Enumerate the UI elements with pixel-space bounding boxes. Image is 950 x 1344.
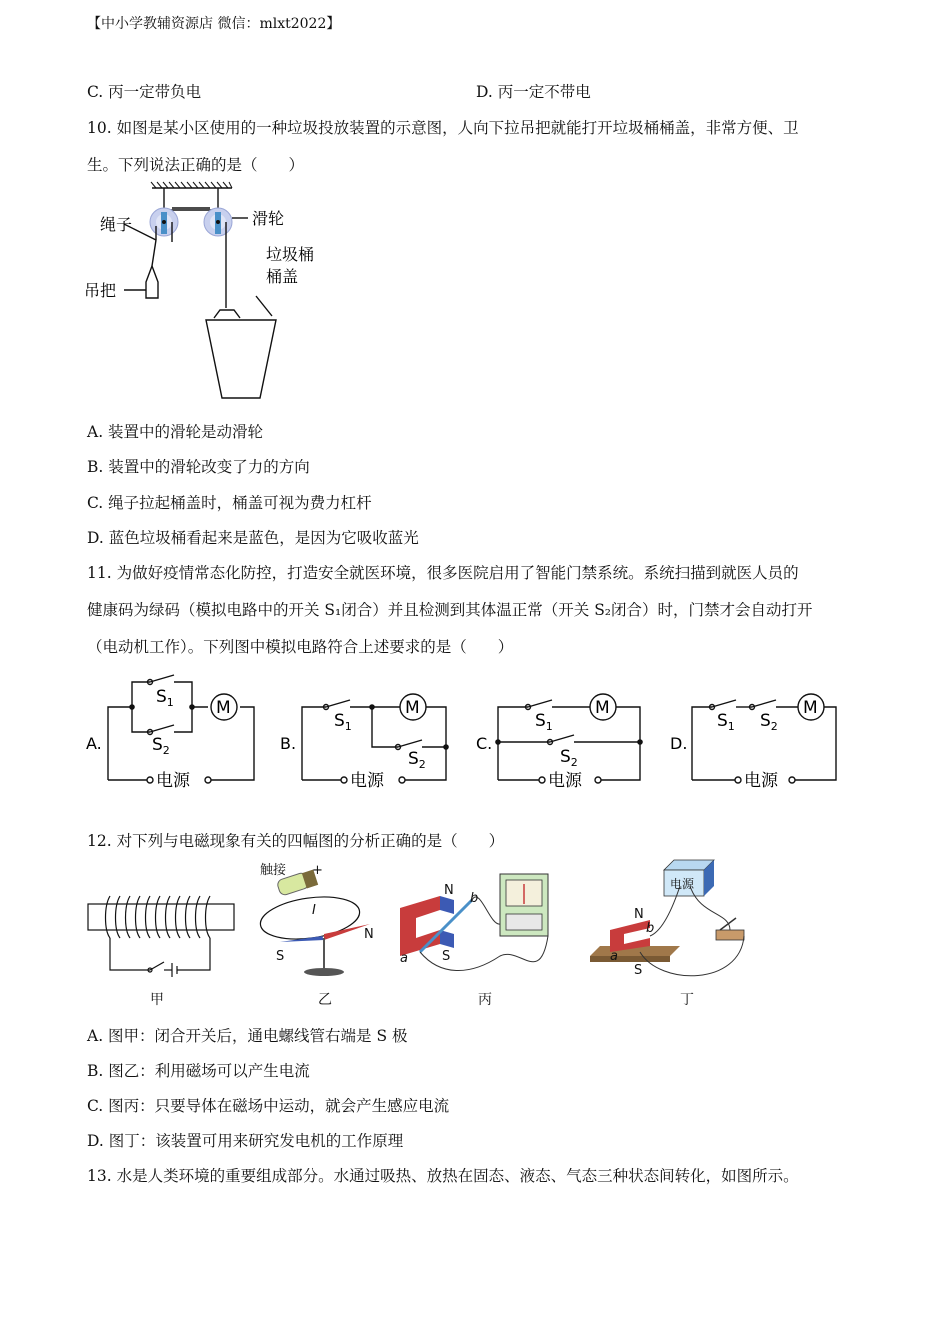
- label-rope: 绳子: [100, 215, 133, 234]
- q12-option-b: B. 图乙：利用磁场可以产生电流: [87, 1062, 310, 1080]
- label-bing-a: a: [400, 951, 408, 966]
- q10-option-d: D. 蓝色垃圾桶看起来是蓝色，是因为它吸收蓝光: [87, 529, 419, 547]
- fig-bing-magnet-meter: [400, 874, 548, 971]
- q12-option-c: C. 图丙：只要导体在磁场中运动，就会产生感应电流: [87, 1097, 450, 1115]
- q12-option-d: D. 图丁：该装置可用来研究发电机的工作原理: [87, 1132, 404, 1150]
- q9-option-c: C. 丙一定带负电: [87, 83, 202, 101]
- q9-option-d: D. 丙一定不带电: [476, 83, 591, 101]
- label-lid-line1: 垃圾桶: [266, 245, 315, 264]
- label-plus: +: [312, 863, 323, 878]
- label-ding-power: 电源: [670, 877, 695, 891]
- q10-stem-line1: 10. 如图是某小区使用的一种垃圾投放装置的示意图，人向下拉吊把就能打开垃圾桶桶盖，非常方便、卫: [87, 119, 799, 137]
- label-ding-s: S: [634, 963, 643, 978]
- circuit-a: [108, 675, 254, 783]
- switch-a-s1: $S_1$: [156, 687, 174, 709]
- q13-stem: 13. 水是人类环境的重要组成部分。水通过吸热、放热在固态、液态、气态三种状态间转化，如图所示。: [87, 1167, 799, 1185]
- q11-stem-line1: 11. 为做好疫情常态化防控，打造安全就医环境，很多医院启用了智能门禁系统。系统扫描到就医人员的: [87, 564, 799, 582]
- label-lid-line2: 桶盖: [266, 267, 299, 286]
- label-ding-a: a: [610, 949, 618, 964]
- switch-d-s1: $S_1$: [717, 711, 735, 733]
- switch-a-s2: $S_2$: [152, 735, 170, 757]
- label-touch: 触接: [260, 863, 287, 878]
- label-handle: 吊把: [84, 281, 117, 300]
- circuit-c: [498, 694, 640, 783]
- switch-b-s2: $S_2$: [408, 749, 426, 771]
- page-header: 【中小学教辅资源店 微信：mlxt2022】: [87, 16, 341, 32]
- q10-option-c: C. 绳子拉起桶盖时，桶盖可视为费力杠杆: [87, 494, 372, 512]
- circuit-c-label: C.: [476, 734, 493, 753]
- motor-c: M: [595, 698, 610, 718]
- fig-yi-compass: [258, 870, 370, 976]
- q10-pulley-figure: [80, 178, 340, 408]
- motor-a: M: [216, 698, 231, 718]
- label-pulley: 滑轮: [252, 209, 285, 228]
- switch-b-s1: $S_1$: [334, 711, 352, 733]
- power-b: 电源: [350, 771, 384, 791]
- caption-ding: 丁: [680, 992, 694, 1008]
- q11-stem-line3: （电动机工作）。下列图中模拟电路符合上述要求的是（ ）: [87, 638, 514, 656]
- q11-stem-line2: 健康码为绿码（模拟电路中的开关 S₁闭合）并且检测到其体温正常（开关 S₂闭合）时，门禁才会自动打开: [87, 601, 813, 619]
- switch-d-s2: $S_2$: [760, 711, 778, 733]
- label-ding-b: b: [646, 921, 655, 936]
- q12-option-a: A. 图甲：闭合开关后，通电螺线管右端是 S 极: [87, 1027, 408, 1045]
- power-a: 电源: [156, 771, 190, 791]
- pulley-left: [150, 208, 178, 236]
- motor-b: M: [405, 698, 420, 718]
- label-ding-n: N: [634, 907, 644, 922]
- label-bing-n: N: [444, 883, 454, 898]
- switch-c-s1: $S_1$: [535, 711, 553, 733]
- label-current: I: [312, 903, 316, 918]
- caption-bing: 丙: [478, 992, 492, 1008]
- power-d: 电源: [744, 771, 778, 791]
- q12-stem: 12. 对下列与电磁现象有关的四幅图的分析正确的是（ ）: [87, 832, 505, 850]
- q11-circuits: [80, 662, 860, 802]
- q10-option-b: B. 装置中的滑轮改变了力的方向: [87, 458, 310, 476]
- circuit-b-label: B.: [280, 734, 297, 753]
- caption-yi: 乙: [318, 992, 332, 1008]
- pulley-right: [204, 208, 232, 236]
- label-bing-b: b: [470, 891, 479, 906]
- power-c: 电源: [548, 771, 582, 791]
- switch-c-s2: $S_2$: [560, 747, 578, 769]
- motor-d: M: [803, 698, 818, 718]
- label-bing-s: S: [442, 949, 451, 964]
- fig-jia-solenoid: [88, 896, 234, 977]
- circuit-d-label: D.: [670, 734, 688, 753]
- circuit-a-label: A.: [86, 734, 102, 753]
- label-yi-n: N: [364, 927, 374, 942]
- q12-figures: [80, 856, 770, 1016]
- q10-option-a: A. 装置中的滑轮是动滑轮: [87, 423, 264, 441]
- q10-stem-line2: 生。下列说法正确的是（ ）: [87, 156, 305, 174]
- label-yi-s: S: [276, 949, 285, 964]
- caption-jia: 甲: [150, 992, 164, 1008]
